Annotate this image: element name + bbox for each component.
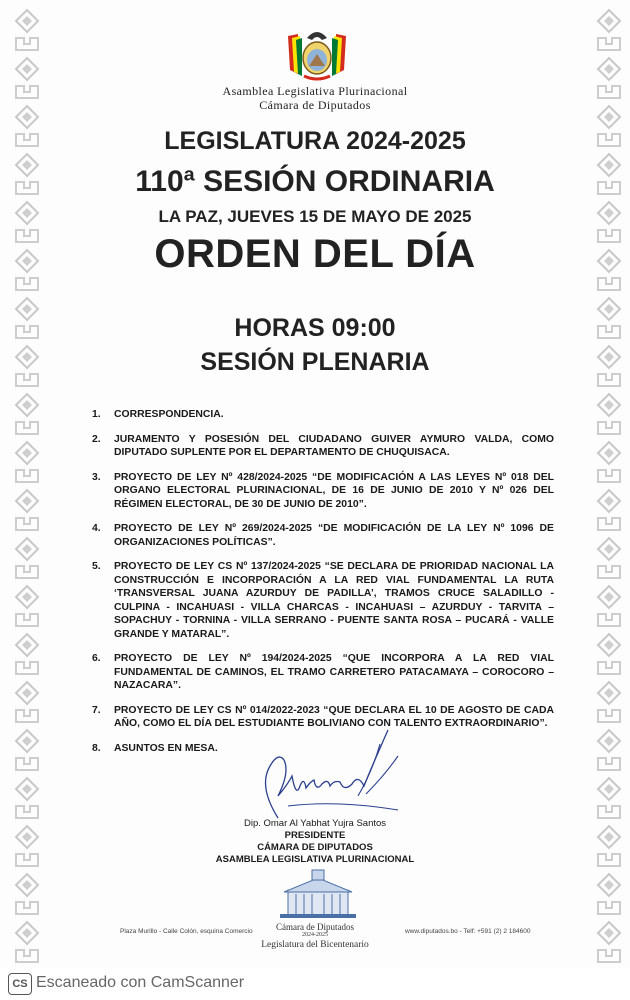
agenda-item-number: 4. [92, 523, 101, 534]
agenda-item-text: PROYECTO DE LEY Nº 428/2024-2025 “DE MODIFICACIÓN A LAS LEYES Nº 018 DEL ORGANO ELECTORAL PLURINACIONAL, DE 16 DE JUNIO DE 2010 Y Nº 026 DEL RÉGIMEN ELECTORAL, DE 30 DE JUNIO DE 2010”. [114, 471, 554, 510]
signer-role: PRESIDENTE [284, 830, 346, 841]
footer-contact: www.diputados.bo - Telf: +591 (2) 2 184600 [405, 928, 531, 935]
organization-name: Asamblea Legislativa Plurinacional [222, 84, 408, 98]
agenda-item-number: 5. [92, 561, 101, 572]
agenda-item-text: PROYECTO DE LEY CS Nº 014/2022-2023 “QUE DECLARA EL 10 DE AGOSTO DE CADA AÑO, COMO EL DÍA DEL ESTUDIANTE BOLIVIANO CON TALENTO EXTRAORDINARIO”. [114, 704, 554, 729]
bolivia-coat-of-arms-icon [282, 24, 352, 84]
agenda-item [92, 408, 554, 422]
session-number: 110ª SESIÓN ORDINARIA [135, 165, 495, 198]
agenda-item-number: 3. [92, 471, 101, 483]
agenda-item [92, 522, 554, 549]
footer-address: Plaza Murillo - Calle Colón, esquina Comercio [120, 928, 253, 935]
handwritten-signature [248, 726, 408, 826]
agenda-item-text: PROYECTO DE LEY Nº 194/2024-2025 “QUE INCORPORA A LA RED VIAL FUNDAMENTAL DE CAMINOS, EL TRAMO CARRETERO PATACAMAYA – COROCORO – NAZACARA”. [114, 653, 554, 691]
agenda-item-number: 8. [92, 742, 101, 754]
footer-logo-period: 2024-2025 [302, 932, 328, 938]
agenda-item-number: 1. [92, 409, 101, 420]
agenda-item [92, 471, 554, 512]
document-title: ORDEN DEL DÍA [154, 232, 476, 276]
footer-logo-title: Cámara de Diputados [276, 922, 354, 932]
signer-assembly: ASAMBLEA LEGISLATIVA PLURINACIONAL [215, 854, 415, 865]
agenda-item [92, 433, 554, 460]
session-type: SESIÓN PLENARIA [200, 348, 430, 376]
session-date: LA PAZ, JUEVES 15 DE MAYO DE 2025 [158, 207, 472, 226]
camscanner-logo-icon: CS [8, 973, 32, 995]
agenda-item-number: 6. [92, 653, 101, 664]
chamber-name: Cámara de Diputados [259, 98, 371, 112]
scanner-label: Escaneado con CamScanner [36, 974, 245, 991]
session-time: HORAS 09:00 [234, 314, 396, 342]
footer-logo-subtitle: Legislatura del Bicentenario [261, 940, 369, 950]
agenda-item-text: PROYECTO DE LEY Nº 269/2024-2025 “DE MODIFICACIÓN DE LA LEY Nº 1096 DE ORGANIZACIONES POLÍTICAS”. [114, 523, 554, 548]
agenda-item-number: 7. [92, 704, 101, 716]
agenda-item [92, 652, 554, 693]
agenda-item-number: 2. [92, 433, 101, 445]
agenda-item-text: CORRESPONDENCIA. [114, 409, 224, 420]
agenda-item-text: ASUNTOS EN MESA. [114, 742, 218, 754]
agenda-item-text: PROYECTO DE LEY CS Nº 137/2024-2025 “SE DECLARA DE PRIORIDAD NACIONAL LA CONSTRUCCIÓN E INCORPORACIÓN A LA RED VIAL FUNDAMENTAL LA RUTA ‘TRANSVERSAL JUANA AZURDUY DE PADILLA’, TRAMOS CRUCE SALADILLO -CULPINA - INCAHUASI - VILLA CHARCAS - INCAHUASI – AZURDUY - TARVITA – SOPACHUY - TORNINA - VILLA SERRANO - PUENTE SANTA ROSA – PUCARÁ - VALLE GRANDE Y MATARAL”. [114, 561, 554, 640]
scanner-watermark [0, 968, 630, 1000]
signer-name: Dip. Omar Al Yabhat Yujra Santos [243, 818, 387, 829]
agenda-item-text: JURAMENTO Y POSESIÓN DEL CIUDADANO GUIVER AYMURO VALDA, COMO DIPUTADO SUPLENTE POR EL DEPARTAMENTO DE CHUQUISACA. [114, 433, 554, 458]
legislature-building-icon [272, 868, 364, 920]
legislature-period: LEGISLATURA 2024-2025 [164, 127, 466, 155]
signer-chamber: CÁMARA DE DIPUTADOS [257, 842, 373, 853]
agenda-list [92, 408, 554, 755]
agenda-item [92, 560, 554, 641]
